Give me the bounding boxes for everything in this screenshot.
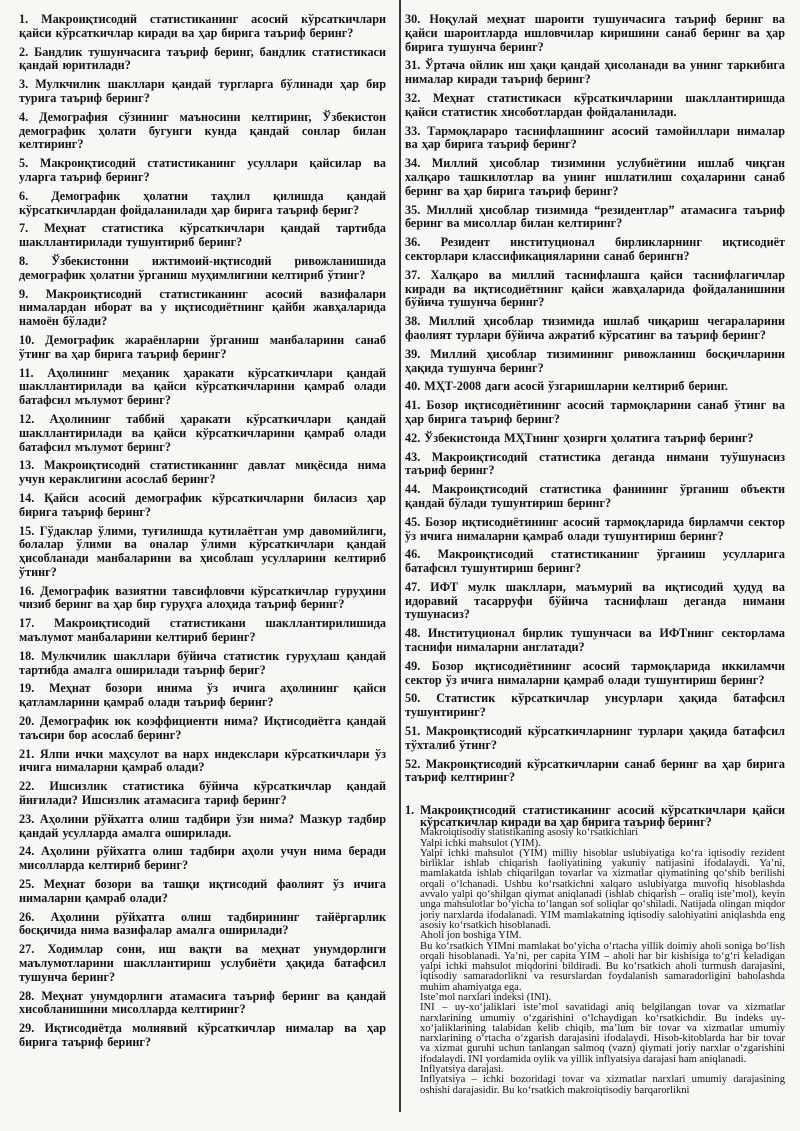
answer-paragraph: Inflyatsiya darajasi.: [420, 1064, 504, 1076]
question-item: 19. Меҳнат бозори инима ўз ичига аҳолининг қайси қатламларини қамраб олади таъриф беринг?: [19, 681, 386, 710]
question-item: 43. Макроиқтисодий статистика деганда нимани туўшунасиз таъриф беринг?: [405, 449, 785, 478]
question-item: 29. Иқтисодиётда молиявий кўрсаткичлар нималар ва ҳар бирига таъриф беринг?: [19, 1021, 386, 1049]
question-item: 46. Макроиқтисодий статистиканинг ўрганиш усулларига батафсил тушунтириш беринг?: [405, 547, 785, 576]
question-item: 2. Бандлик тушунчасига таъриф беринг, бандлик статистикаси қандай юритилади?: [19, 44, 386, 73]
questions-right-list: [405, 13, 785, 785]
question-item: 18. Мулкчилик шакллари бўйича статистик гуруҳлаш қандай тартибда амалга оширилади таъриф бериг?: [19, 648, 386, 677]
question-item: 31. Ўртача ойлик иш ҳақи қандай ҳисоланади ва унинг таркибига нималар киради таъриф беринг?: [405, 58, 785, 87]
question-item: 4. Демография сўзининг маъносини келтиринг, Ўзбекистон демографик ҳолати бугунги кунда қандай сонлар билан келтиринг?: [19, 109, 386, 152]
answer-paragraph: Aholi jon boshiga YIM.: [420, 930, 522, 942]
question-item: 26. Аҳолини рўйхатга олиш тадбирининг тайёргарлик босқичида нима вазифалар амалга оширилади?: [19, 909, 386, 938]
question-item: 33. Тармоқлараро таснифлашнинг асосий тамойиллари нималар ва ҳар бирига таъриф беринг?: [405, 123, 785, 152]
question-item: 48. Институционал бирлик тушунчаси ва ИФТнинг секторлама таснифи нималарни англатади?: [405, 626, 785, 655]
question-item: 12. Аҳолининг таббий ҳаракати кўрсаткичлари қандай шакллантирилади ва қайси кўрсаткичларини қамраб олади батафсил мълумот беринг?: [19, 411, 386, 454]
question-item: 6. Демографик ҳолатни таҳлил қилишда қандай кўрсаткичлардан фойдаланилади ҳар бирига таъриф бериг?: [19, 188, 386, 217]
question-item: 34. Миллий ҳисоблар тизимини услубиётини ишлаб чиқган халқаро ташкилотлар ва унинг ишлатилиш соҳаларини санаб беринг ва ҳар бирига таъриф беринг?: [405, 156, 785, 198]
question-item: 7. Меҳнат статистика кўрсаткичлари қандай тартибда шакллантирилади тушунтириб беринг?: [19, 221, 386, 250]
answer-paragraph: Yalpi ichki mahsulot (YIM).: [420, 837, 541, 849]
question-item: 3. Мулкчилик шакллари қандай тургларга бўлинади ҳар бир турига таъриф беринг?: [19, 77, 386, 105]
question-item: 38. Миллий ҳисоблар тизимида ишлаб чиқариш чегараларини фаолият турлари бўйича ажратиб кўрсатинг ва таъриф беринг?: [405, 314, 785, 342]
answer-paragraph: Bu ko‘rsatkich YIMni mamlakat bo‘yicha o‘rtacha yillik doimiy aholi soniga bo‘lish orqali hisoblanadi. Ya’ni, per capita YIM – aholi har bir kishisiga to‘g‘ri keladigan yalpi ichki mahsulot miqdorini bildiradi. Bu ko‘rsatkich aholi turmush darajasini, iqtisodiy samaradorlikni va resurslardan foydalanish samaradorligini baholashda muhim ahamiyatga ega.: [420, 940, 785, 993]
question-item: 14. Қайси асосий демографик кўрсаткичларни биласиз ҳар бирига таъриф беринг?: [19, 490, 386, 519]
question-item: 21. Ялпи ички маҳсулот ва нарх индекслари кўрсаткичлари ўз ичига нималарни қамраб олади?: [19, 746, 386, 775]
question-item: 24. Аҳолини рўйхатга олиш тадбири аҳоли учун нима беради мисолларда келтириб беринг?: [19, 844, 386, 873]
question-item: 15. Гўдаклар ўлими, туғилишда кутилаётган умр давомийлиги, болалар ўлими ва оналар ўлими кўрсаткичлари қандай ҳисобланади манбаларини ва ҳисоблаш усулларини келтириб ўтинг?: [19, 523, 386, 579]
question-item: 40. МҲТ-2008 даги асосй ўзгаришларни келтириб беринг.: [405, 379, 728, 394]
answer-number: 1.: [405, 803, 415, 818]
question-item: 22. Ишсизлик статистика бўйича кўрсаткичлар қандай йиғилади? Ишсизлик атамасига тариф беринг?: [19, 779, 386, 808]
question-item: 10. Демографик жараёнларни ўрганиш манбаларини санаб ўтинг ва ҳар бирига таъриф беринг?: [19, 332, 386, 361]
answer-paragraph: Makroiqtisodiy statistikaning asosiy ko‘rsatkichlari: [420, 827, 639, 839]
answer-content: [420, 805, 785, 1096]
answer-item: [405, 805, 785, 1096]
question-item: 41. Бозор иқтисодиётининг асосий тармоқларини санаб ўтинг ва ҳар бирига таъриф беринг?: [405, 398, 785, 426]
question-item: 45. Бозор иқтисодиётининг асосий тармоқларида бирламчи сектор ўз ичига нималарни қамраб олади тушунтириш беринг?: [405, 514, 785, 543]
answer-paragraph: INI – uy-xo‘jaliklari iste’mol savatidagi aniq belgilangan tovar va xizmatlar narxlarining umumiy o‘zgarishini o‘lchaydigan ko‘rsatkichdir. Bu indeks uy-xo‘jaliklarining talabidan kelib chiqib, ma’lum bir tovar va xizmatlar umumiy narxlarining o‘rtacha o‘zgarish darajasini ifodalaydi. Hisob-kitoblarda har bir tovar va xizmat guruhi uchun tanlangan salmoq (vazn) qiymati joriy narxlar o‘zgarishini ifodalaydi. INI yordamida oylik va yillik inflyatsiya darajasi ham aniqlanadi.: [420, 1002, 785, 1065]
question-item: 50. Статистик кўрсаткичлар унсурлари ҳақида батафсил тушунтиринг?: [405, 691, 785, 720]
column-divider: [399, 0, 401, 1112]
answer-heading: Макроиқтисодий статистиканинг асосий кўрсаткичлари қайси кўрсаткичлар киради ва ҳар бирига таъриф беринг?: [420, 803, 785, 829]
question-item: 8. Ўзбекистонни ижтимоий-иқтисодий ривожланишида демографик ҳолатни ўрганиш муҳимлигини келтириб ўтинг?: [19, 253, 386, 282]
question-item: 20. Демографик юк коэффициенти нима? Иқтисодиётга қандай таъсири бор асослаб беринг?: [19, 714, 386, 742]
question-item: 28. Меҳнат унумдорлиги атамасига таъриф беринг ва қандай хисобланишини мисолларда келтиринг?: [19, 988, 386, 1017]
question-item: 42. Ўзбекистонда МҲТнинг ҳозирги ҳолатига таъриф беринг?: [405, 430, 754, 445]
question-item: 35. Миллий ҳисоблар тизимида “резидентлар” атамасига таъриф беринг ва мисоллар билан келтиринг?: [405, 202, 785, 231]
answer-paragraph: Yalpi ichki mahsulot (YIM) milliy hisoblar uslubiyatiga ko‘ra iqtisodiy rezident birliklar ishlab chiqarish faoliyatining yakuniy natijasini ifodalaydi. Ya’ni, mamlakatda ishlab chiqarilgan tovarlar va xizmatlar qiymatining qo‘shib berilishi orqali o‘lchanadi. Ushbu ko‘rsatkichni xalqaro uslubiyatga muvofiq hisoblashda avvalo yalpi qo‘shilgan qiymat aniqlanadi (ishlab chiqarish – oraliq iste’mol), keyin unga mahsulotlar bo‘yicha to‘langan sof soliqlar qo‘shiladi. Natijada olingan miqdor joriy narxlarda ifodalanadi. YIM mamlakatning iqtisodiy salohiyatini aniqlashda eng asosiy ko‘rsatkich hisoblanadi.: [420, 847, 785, 931]
question-item: 30. Ноқулай меҳнат шароити тушунчасига таъриф беринг ва қайси шароитларда ишловчилар киришини санаб беринг ва ҳар бирига тушунча беринг?: [405, 12, 785, 54]
question-item: 13. Макроиқтисодий статистиканинг давлат миқёсида нима учун кераклигини асослаб беринг?: [19, 458, 386, 487]
question-item: 36. Резидент институционал бирликларнинг иқтисодиёт секторлари классификацияларини санаб берингн?: [405, 235, 785, 263]
question-item: 32. Меҳнат статистикаси кўрсаткичларини шакллантиришда қайси статистик хисоботлардан фойдаланилади.: [405, 90, 785, 119]
question-item: 23. Аҳолини рўйхатга олиш тадбири ўзи нима? Мазкур тадбир қандай усулларда амалга оширилади.: [19, 811, 386, 840]
question-item: 47. ИФТ мулк шакллари, маъмурий ва иқтисодий ҳудуд ва идоравий тасарруфи бўйича таснифлаш деганда нимани тушунасиз?: [405, 579, 785, 622]
question-item: 49. Бозор иқтисодиётининг асосий тармоқларида иккиламчи сектор ўз ичига нималарни қамраб олади тушунтириш беринг?: [405, 658, 785, 687]
question-item: 1. Макроиқтисодий статистиканинг асосий кўрсаткичлари қайси кўрсаткичлар киради ва ҳар бирига таъриф беринг?: [19, 12, 386, 40]
question-item: 52. Макроиқтисодий кўрсаткичларни санаб беринг ва ҳар бирига таъриф келтиринг?: [405, 756, 785, 785]
questions-column-left: [19, 13, 386, 1055]
question-item: 44. Макроиқтисодий статистика фанининг ўрганиш объекти қандай бўлади тушунтириш беринг?: [405, 482, 785, 510]
question-item: 25. Меҳнат бозори ва ташқи иқтисодий фаолият ўз ичига нималарни қамраб олади?: [19, 877, 386, 905]
answer-body: [420, 828, 785, 1096]
questions-column-right: [405, 13, 785, 1096]
question-item: 17. Макроиқтисодий статистикани шакллантирилишида маълумот манбаларини келтириб беринг?: [19, 616, 386, 645]
question-item: 39. Миллий ҳисоблар тизимининг ривожланиш босқичларини ҳақида тушунча беринг?: [405, 346, 785, 375]
question-item: 37. Халқаро ва миллий таснифлашга қайси таснифлагичлар киради ва иқтисодиётнинг қайси жавҳаларида фойдаланишини бўйича тушунча беринг?: [405, 267, 785, 310]
question-item: 5. Макроиқтисодий статистиканинг усуллари қайсилар ва уларга таъриф беринг?: [19, 156, 386, 184]
question-item: 16. Демографик вазиятни тавсифловчи кўрсаткичлар гуруҳини чизиб беринг ва ҳар бир гуруҳга алоҳида таъриф беринг?: [19, 583, 386, 612]
question-item: 9. Макроиқтисодий статистиканинг асосий вазифалари нималардан иборат ва у иқтисодиётнинг қайби жавҳаларида намоён бўлади?: [19, 286, 386, 329]
question-item: 27. Ходимлар сони, иш вақти ва меҳнат унумдорлиги маълумотларини шакллантириш услубиёти ҳақида батафсил тушунча беринг?: [19, 942, 386, 984]
answer-paragraph: Inflyatsiya – ichki bozoridagi tovar va xizmatlar narxlari umumiy darajasining oshishi darajasidir. Bu ko‘rsatkich makroiqtisodiy barqarorlikni: [420, 1074, 785, 1096]
answer-paragraph: Iste’mol narxlari indeksi (INI).: [420, 992, 552, 1003]
question-item: 51. Макроиқтисодий кўрсаткичларнинг турлари ҳақида батафсил тўхталиб ўтинг?: [405, 724, 785, 752]
question-item: 11. Аҳолининг меҳаник ҳаракати кўрсаткичлари қандай шакллантирилади ва қайси кўрсаткичларини қамраб олади батафсил мълумот беринг?: [19, 365, 386, 408]
